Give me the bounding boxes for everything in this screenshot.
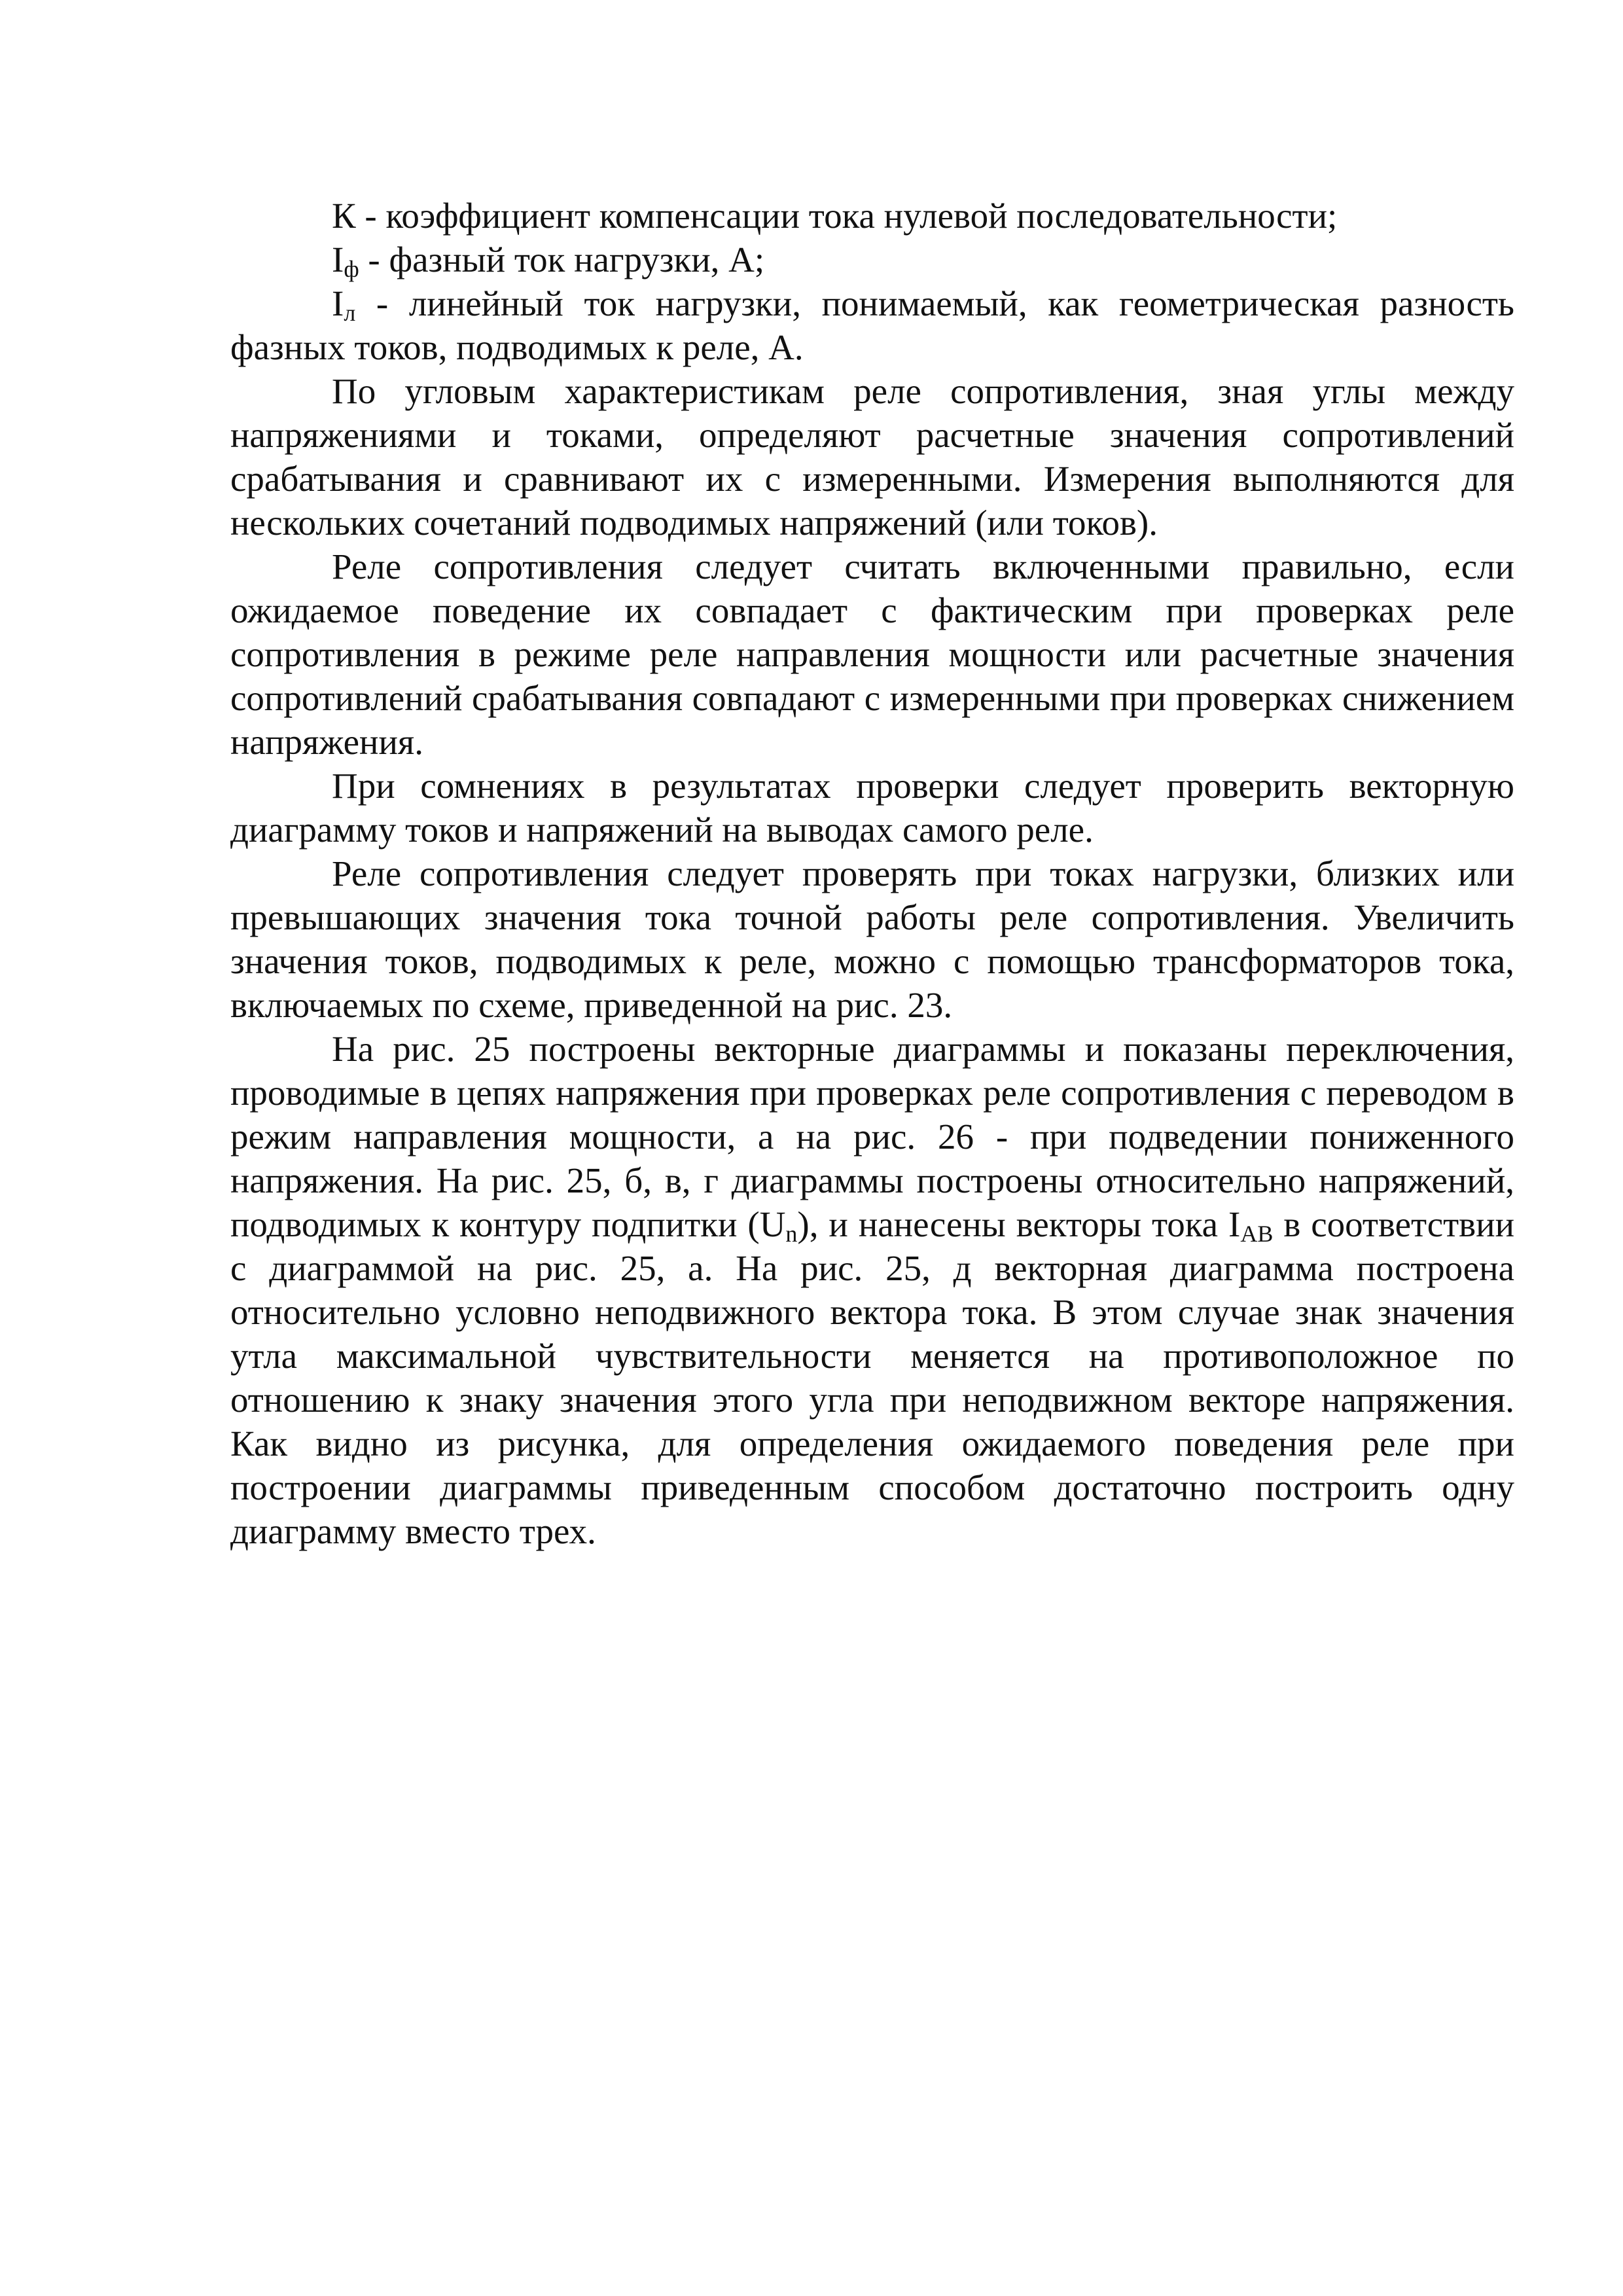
phase-current-text: - фазный ток нагрузки, А; — [359, 240, 765, 279]
line-current-text: - линейный ток нагрузки, понимаемый, как геометрическая разность фазных токов, подводимых к реле, А. — [230, 283, 1514, 367]
paragraph-correct-connection: Реле сопротивления следует считать включенными правильно, если ожидаемое поведение их совпадает с фактическим при проверках реле сопротивления в режиме реле направления мощности или расчетные значения сопротивлений срабатывания совпадают с измеренными при проверках снижением напряжения. — [230, 547, 1514, 762]
definition-line-current — [230, 281, 1514, 369]
figure-25-text-part-1: На рис. 25 построены векторные диаграммы и показаны переключения, проводимые в цепях напряжения при проверках реле сопротивления с переводом в режим направления мощности, а на рис. 26 - при подведении пониженного напряжения. На рис. 25, б, в, г диаграммы построены относительно напряжений, подводимых к контуру подпитки ( — [230, 1029, 1514, 1244]
figure-25-text-part-2: ), и нанесены векторы тока — [797, 1204, 1229, 1244]
current-subscript: AB — [1240, 1221, 1274, 1247]
paragraph-doubt-check: При сомнениях в результатах проверки следует проверить векторную диаграмму токов и напряжений на выводах самого реле. — [230, 766, 1514, 850]
current-symbol: I — [1228, 1204, 1241, 1244]
phase-current-symbol: I — [332, 240, 344, 279]
line-current-subscript: л — [344, 300, 356, 326]
phase-current-subscript: ф — [344, 256, 359, 282]
line-current-symbol: I — [332, 283, 344, 323]
figure-25-text-part-3: в соответствии с диаграммой на рис. 25, а. На рис. 25, д векторная диаграмма построена относительно условно неподвижного вектора тока. В этом случае знак значения утла максимальной чувствительности меняется на противоположное по отношению к знаку значения этого угла при неподвижном векторе напряжения. Как видно из рисунка, для определения ожидаемого поведения реле при построении диаграммы приведенным способом достаточно построить одну диаграмму вместо трех. — [230, 1204, 1515, 1551]
definition-phase-current — [230, 238, 1514, 281]
document-body — [230, 194, 1514, 1553]
paragraph-angular-characteristics: По угловым характеристикам реле сопротивления, зная углы между напряжениями и токами, определяют расчетные значения сопротивлений срабатывания и сравнивают их с измеренными. Измерения выполняются для нескольких сочетаний подводимых напряжений (или токов). — [230, 371, 1514, 543]
voltage-subscript: n — [785, 1221, 798, 1247]
paragraph-load-currents: Реле сопротивления следует проверять при токах нагрузки, близких или превышающих значения тока точной работы реле сопротивления. Увеличить значения токов, подводимых к реле, можно с помощью трансформаторов тока, включаемых по схеме, приведенной на рис. 23. — [230, 853, 1514, 1025]
voltage-symbol: U — [759, 1204, 786, 1244]
paragraph-figure-25 — [230, 1027, 1514, 1553]
definition-k — [230, 194, 1514, 238]
definition-k-text: К - коэффициент компенсации тока нулевой последовательности; — [332, 196, 1338, 236]
